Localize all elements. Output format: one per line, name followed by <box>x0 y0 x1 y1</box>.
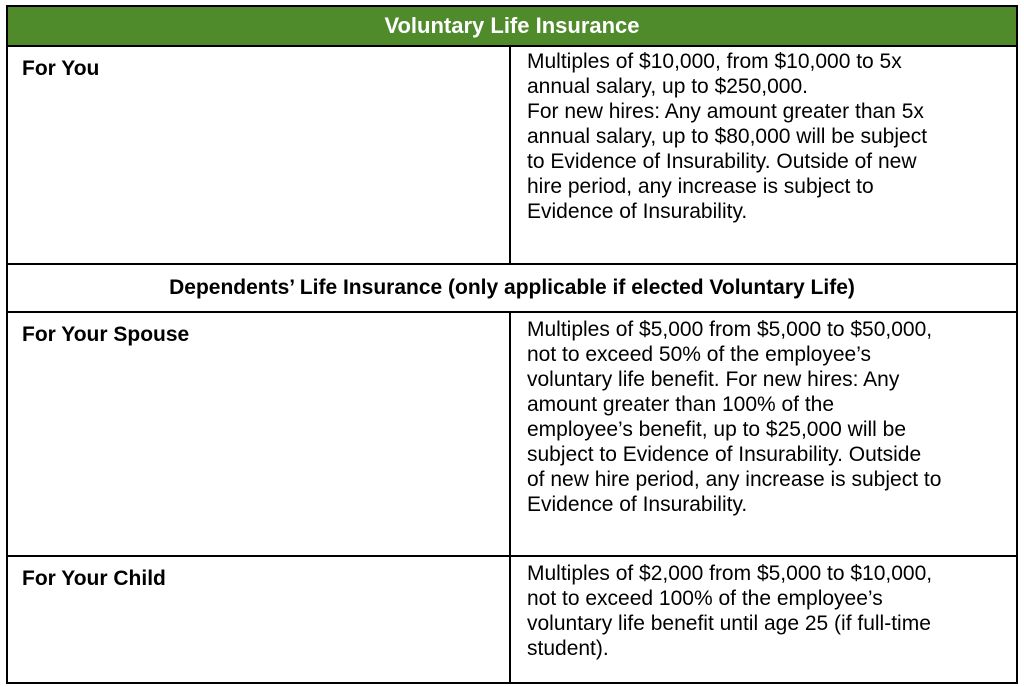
dependents-section-header: Dependents’ Life Insurance (only applicable if elected Voluntary Life) <box>8 265 1016 313</box>
description-line: Evidence of Insurability. <box>527 200 748 223</box>
description-line: hire period, any increase is subject to <box>527 175 874 198</box>
description-line: not to exceed 50% of the employee’s <box>527 343 872 366</box>
description-line: amount greater than 100% of the <box>527 393 835 416</box>
table-title: Voluntary Life Insurance <box>8 7 1016 47</box>
description-line: Multiples of $5,000 from $5,000 to $50,000, <box>527 318 933 341</box>
table-row-for-you <box>8 47 1016 265</box>
description-line: subject to Evidence of Insurability. Outside <box>527 443 922 466</box>
row-description-for-your-spouse <box>511 313 1016 555</box>
description-line: to Evidence of Insurability. Outside of new <box>527 150 917 173</box>
description-line: voluntary life benefit until age 25 (if full-time <box>527 612 931 635</box>
table-row-for-your-child <box>8 557 1016 682</box>
description-line: annual salary, up to $80,000 will be subject <box>527 125 928 148</box>
description-line: For new hires: Any amount greater than 5x <box>527 100 924 123</box>
row-description-for-your-child <box>511 557 1016 682</box>
voluntary-life-table <box>6 5 1018 684</box>
row-label-for-you: For You <box>8 47 511 263</box>
description-line: voluntary life benefit. For new hires: Any <box>527 368 900 391</box>
table-row-for-your-spouse <box>8 313 1016 557</box>
row-label-for-your-child: For Your Child <box>8 557 511 682</box>
description-line: of new hire period, any increase is subject to <box>527 468 942 491</box>
row-label-for-your-spouse: For Your Spouse <box>8 313 511 555</box>
description-line: annual salary, up to $250,000. <box>527 75 808 98</box>
row-description-for-you <box>511 47 1016 263</box>
description-line: employee’s benefit, up to $25,000 will be <box>527 418 907 441</box>
description-line: student). <box>527 637 609 660</box>
description-line: Multiples of $2,000 from $5,000 to $10,000, <box>527 562 933 585</box>
description-line: Multiples of $10,000, from $10,000 to 5x <box>527 50 902 73</box>
description-line: not to exceed 100% of the employee’s <box>527 587 883 610</box>
description-line: Evidence of Insurability. <box>527 493 748 516</box>
